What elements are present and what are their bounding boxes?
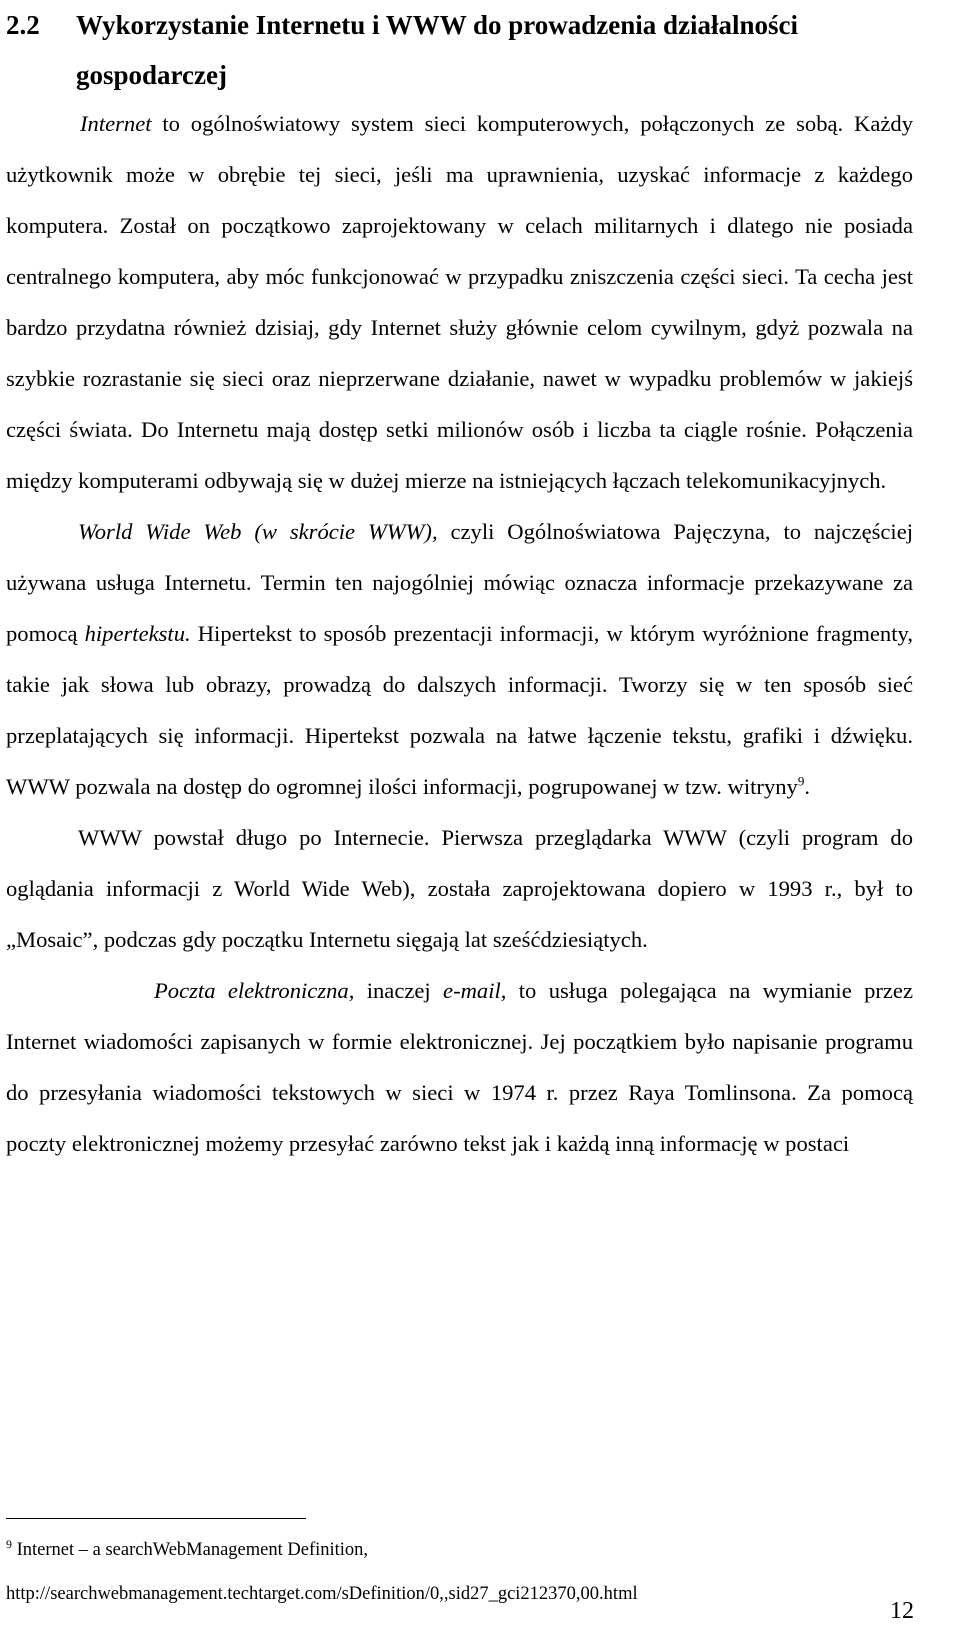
- section-title-line1: Wykorzystanie Internetu i WWW do prowadzenia działalności: [76, 10, 799, 40]
- paragraph-www-text-b: Hipertekst to sposób prezentacji informacji, w którym wyróżnione fragmenty, takie jak słowa lub obrazy, prowadzą do dalszych informacji. Tworzy się w ten sposób sieć przeplatających się informacji. Hipertekst pozwala na łatwe łączenie tekstu, grafiki i dźwięku. WWW pozwala na dostęp do ogromnej ilości informacji, pogrupowanej w tzw. witryny: [6, 621, 913, 799]
- paragraph-www-text-a: czyli Ogólnoświatowa Pajęczyna, to najczęściej używana usługa Internetu. Termin ten najogólniej mówiąc oznacza informacje przekazywane za pomocą: [6, 519, 913, 646]
- paragraph-www: [6, 506, 913, 812]
- term-internet: Internet: [80, 111, 152, 136]
- footnote-reference: 9: [797, 773, 805, 789]
- footnote-line1: [6, 1528, 926, 1572]
- paragraph-internet-text: to ogólnoświatowy system sieci komputerowych, połączonych ze sobą. Każdy użytkownik może w obrębie tej sieci, jeśli ma uprawnienia, uzyskać informacje z każdego komputera. Został on początkowo zaprojektowany w celach militarnych i dlatego nie posiada centralnego komputera, aby móc funkcjonować w przypadku zniszczenia części sieci. Ta cecha jest bardzo przydatna również dzisiaj, gdy Internet służy głównie celom cywilnym, gdyż pozwala na szybkie rozrastanie się sieci oraz nieprzerwane działanie, nawet w wypadku problemów w jakiejś części świata. Do Internetu mają dostęp setki milionów osób i liczba ta ciągle rośnie. Połączenia między komputerami odbywają się w dużej mierze na istniejących łączach telekomunikacyjnych.: [6, 111, 913, 493]
- footnote-number: 9: [6, 1536, 12, 1551]
- paragraph-email: [6, 965, 913, 1169]
- paragraph-email-text-b: , to usługa polegająca na wymianie przez Internet wiadomości zapisanych w formie elektronicznej. Jej początkiem było napisanie programu do przesyłania wiadomości tekstowych w sieci w 1974 r. przez Raya Tomlinsona. Za pomocą poczty elektronicznej możemy przesyłać zarówno tekst jak i każdą inną informację w postaci: [6, 978, 913, 1156]
- footnote-text: Internet – a searchWebManagement Definition,: [16, 1540, 369, 1560]
- footnote-url[interactable]: http://searchwebmanagement.techtarget.com/sDefinition/0,,sid27_gci212370,00.html: [6, 1584, 638, 1604]
- paragraph-www-history-text: WWW powstał długo po Internecie. Pierwsza przeglądarka WWW (czyli program do oglądania informacji z World Wide Web), została zaprojektowana dopiero w 1993 r., był to „Mosaic”, podczas gdy początku Internetu sięgają lat sześćdziesiątych.: [6, 825, 913, 952]
- page-number: 12: [890, 1598, 914, 1624]
- paragraph-internet: [6, 98, 913, 506]
- term-www: World Wide Web (w skrócie WWW),: [78, 519, 438, 544]
- paragraph-www-history: [6, 812, 913, 965]
- section-heading: [6, 0, 936, 100]
- section-title-line2: gospodarczej: [76, 60, 227, 90]
- term-e-mail: e-mail: [443, 978, 501, 1003]
- term-poczta-elektroniczna: Poczta elektroniczna: [154, 978, 349, 1003]
- body-text: [6, 98, 913, 1169]
- section-number: 2.2: [6, 10, 40, 40]
- term-hipertekst: hipertekstu.: [84, 621, 191, 646]
- footnote-separator: [6, 1518, 306, 1519]
- paragraph-email-text-a: , inaczej: [348, 978, 444, 1003]
- paragraph-www-text-c: .: [804, 774, 810, 799]
- footnote: [6, 1528, 926, 1616]
